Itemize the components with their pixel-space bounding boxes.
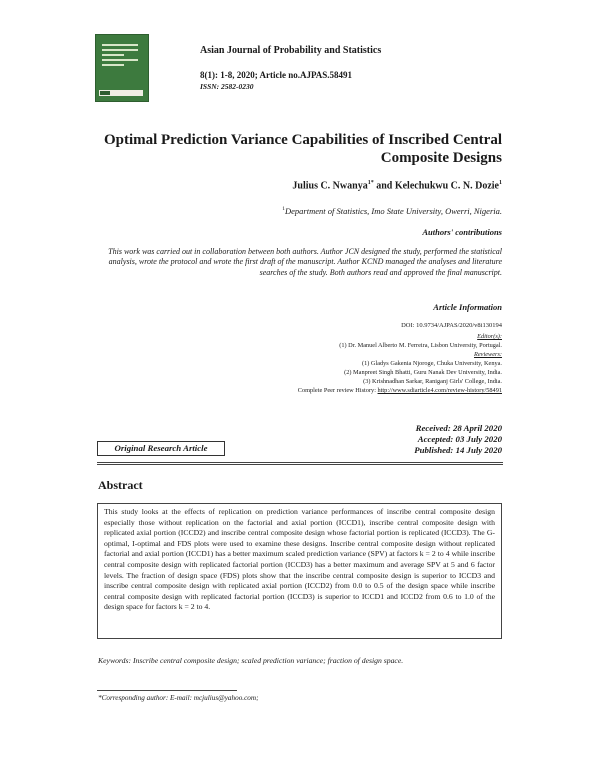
paper-title <box>102 131 502 167</box>
author-connector: and <box>373 180 395 192</box>
reviewer-entry: (1) Gladys Gakenia Njoroge, Chuka University, Kenya. <box>361 360 502 367</box>
contributions-heading: Authors' contributions <box>422 227 502 237</box>
author-affiliation-marker: 1* <box>367 180 374 186</box>
divider <box>97 462 503 463</box>
journal-cover-image <box>95 34 149 102</box>
author-name: Julius C. Nwanya <box>292 180 368 192</box>
keywords: Keywords: Inscribe central composite design; scaled prediction variance; fraction of design space. <box>98 656 404 665</box>
review-history-link[interactable]: http://www.sdiarticle4.com/review-history/58491 <box>377 387 502 394</box>
reviewer-entry: (3) Krishnadhan Sarkar, Raniganj Girls' College, India. <box>363 378 502 385</box>
review-history <box>122 386 502 396</box>
editors-label: Editor(s): <box>477 333 502 340</box>
review-history-label: Complete Peer review History: <box>297 387 378 394</box>
reviewer-entry: (2) Manpreet Singh Bhatti, Guru Nanak Dev University, India. <box>344 369 502 376</box>
article-dates <box>414 423 502 456</box>
doi: DOI: 10.9734/AJPAS/2020/v8i130194 <box>401 322 502 329</box>
paper-title-line1: Optimal Prediction Variance Capabilities of Inscribed Central <box>103 132 502 148</box>
contributions-text: This work was carried out in collaboration between both authors. Author JCN designed the study, performed the statistical analysis, wrote the protocol and wrote the first draft of the manuscript. Author KCND managed the analyses and literature searches of the study. Both authors read and approved the final manuscript. <box>108 247 502 277</box>
journal-name: Asian Journal of Probability and Statistics <box>200 45 382 56</box>
divider <box>97 464 503 465</box>
paper-title-line2: Composite Designs <box>380 150 502 166</box>
corresponding-author-footnote: *Corresponding author: E-mail: mcjulius@yahoo.com; <box>98 694 259 702</box>
received-date: Received: 28 April 2020 <box>415 423 502 433</box>
article-type-badge: Original Research Article <box>97 441 225 456</box>
article-info-heading: Article Information <box>433 302 502 312</box>
issn: ISSN: 2582-0230 <box>200 82 254 91</box>
abstract-heading: Abstract <box>98 478 143 492</box>
affiliation-text: Department of Statistics, Imo State University, Owerri, Nigeria. <box>285 206 502 216</box>
author-name: Kelechukwu C. N. Dozie <box>394 180 499 192</box>
published-date: Published: 14 July 2020 <box>414 445 502 455</box>
affiliation <box>282 206 502 216</box>
reviewers-label: Reviewers: <box>474 351 502 358</box>
footnote-divider <box>97 690 237 691</box>
authors <box>292 180 502 191</box>
author-affiliation-marker: 1 <box>499 180 502 186</box>
accepted-date: Accepted: 03 July 2020 <box>417 434 502 444</box>
editor-entry: (1) Dr. Manuel Alberto M. Ferreira, Lisbon University, Portugal. <box>339 342 502 349</box>
affiliation-marker: 1 <box>282 206 286 213</box>
citation: 8(1): 1-8, 2020; Article no.AJPAS.58491 <box>200 70 353 80</box>
abstract-text: This study looks at the effects of replication on prediction variance performances of inscribe central composite design especially those without replication on the factorial and axial portion (ICCD1), inscribe central composite design with replicated axial portion (ICCD2) and inscribe central composite design whose factorial portion is replicated (ICCD3). The G-optimal, I-optimal and FDS plots were used to examine these designs. Inscribe central composite design without replicated factorial and axial portion (ICCD1) has a better maximum scaled prediction variance (SPV) at factors k = 2 to 4 while inscribe central composite design with replicated factorial portion (ICCD3) has a better maximum and average SPV at 5 and 6 factor levels. The fraction of design space (FDS) plots show that the inscribe central composite design is superior to ICCD3 and inscribe central composite design with replicated axial portion (ICCD2) from 0.0 to 0.5 of the design space while inscribe central composite design with replicated factorial portion (ICCD3) is superior to ICCD1 and ICCD2 from 0.6 to 1.0 of the design space for factors k = 2 to 4. <box>97 503 502 639</box>
